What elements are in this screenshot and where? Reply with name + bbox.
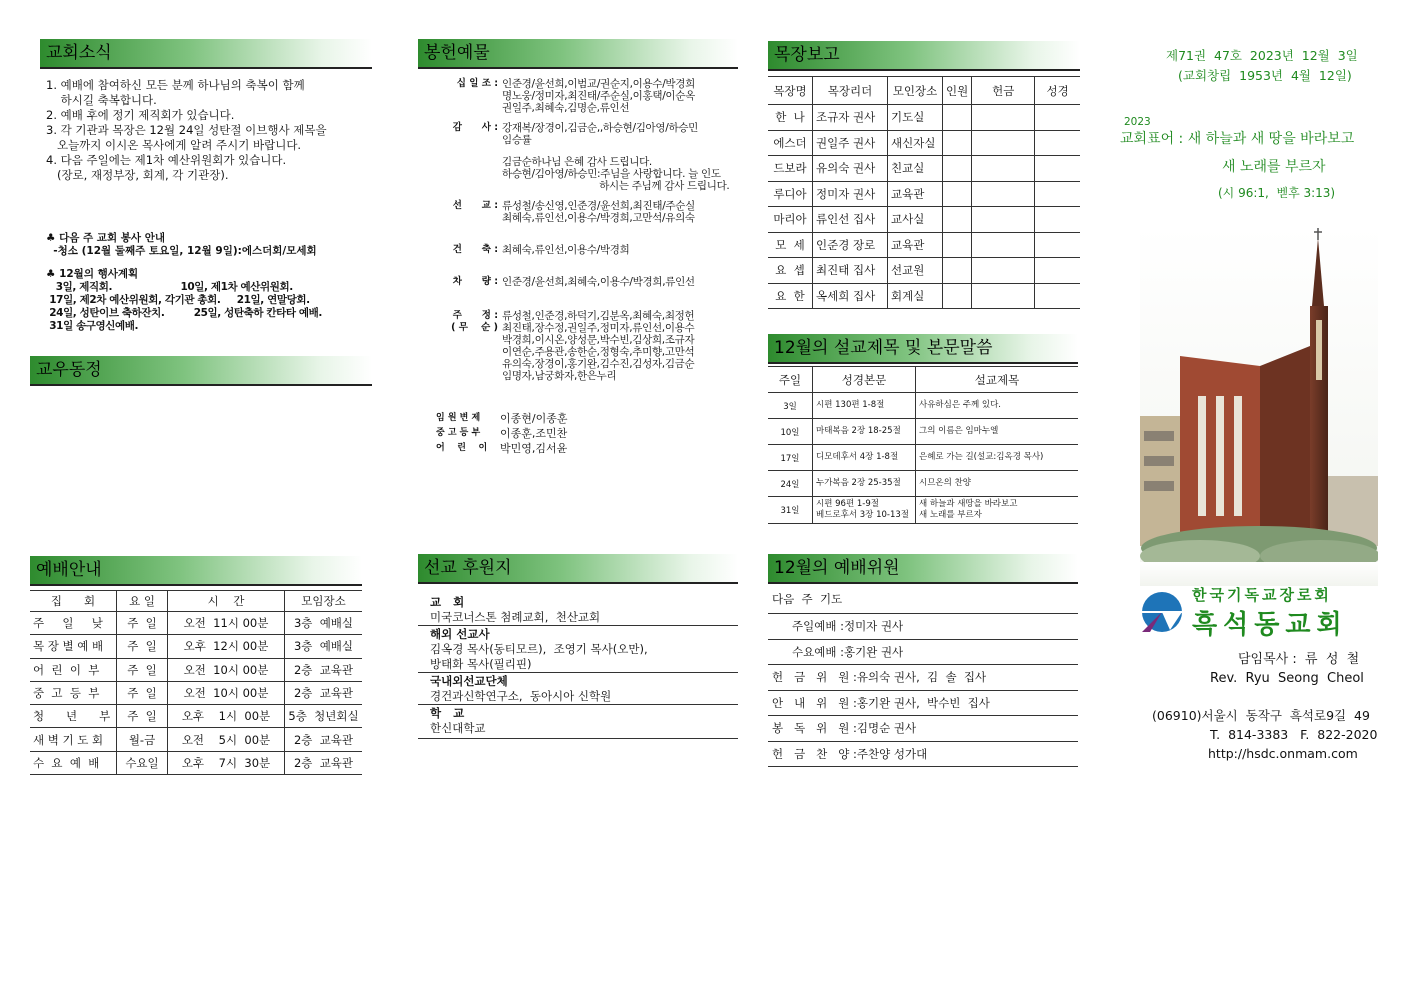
sermon-title: 사유하심은 주께 있다. bbox=[919, 400, 1002, 410]
worship-table-head bbox=[30, 591, 362, 612]
worship-table bbox=[30, 590, 362, 775]
cell-group-cell: 조규자 권사 bbox=[813, 105, 888, 131]
offering-label bbox=[430, 156, 502, 192]
members-header-rule bbox=[30, 384, 372, 386]
members-header bbox=[30, 356, 372, 384]
cells-table bbox=[768, 76, 1080, 309]
offering-line: 류성철/송신영,인준경/윤선희,최진태/주순실 bbox=[502, 200, 695, 212]
minister-name: 유의숙 권사, 김 솔 집사 bbox=[856, 670, 987, 685]
mission-item: 김옥경 목사(동티모르), 조영기 목사(오만), bbox=[430, 642, 648, 656]
sermon-title: 시므온의 찬양 bbox=[919, 478, 971, 488]
cell-report-blank bbox=[972, 130, 1035, 156]
plan-line: 31일 송구영신예배. bbox=[46, 320, 139, 332]
sermon-title: 은혜로 가는 길(설교:김옥경 목사) bbox=[919, 452, 1044, 462]
mission-item: 방태화 목사(필리핀) bbox=[430, 657, 532, 671]
offering-row bbox=[430, 156, 729, 192]
offering-names bbox=[502, 276, 695, 288]
sermon-text: 시편 130편 1-8절 bbox=[816, 400, 885, 410]
service-line: -청소 (12월 둘째주 토요일, 12월 9일):에스더회/모세회 bbox=[46, 245, 317, 257]
worship-cell: 오전 5시 00분 bbox=[168, 728, 285, 751]
motto-line-2: 새 노래를 부르자 bbox=[1222, 159, 1326, 175]
worship-cell: 주 일 bbox=[117, 681, 168, 704]
sermon-day: 31일 bbox=[768, 497, 813, 524]
sermon-day: 10일 bbox=[768, 419, 813, 445]
cell-report-blank bbox=[972, 258, 1035, 284]
youth-value: 이종훈,조민찬 bbox=[500, 427, 568, 440]
worship-row bbox=[30, 728, 362, 751]
cell-group-cell: 요 셉 bbox=[768, 258, 813, 284]
youth-value: 박민영,김서윤 bbox=[500, 442, 568, 455]
youth-offering-row bbox=[436, 440, 567, 455]
offering-names bbox=[502, 78, 695, 114]
minister-role: 주일예배 : bbox=[792, 619, 844, 634]
offering-line: 강재복/장경이,김금순,,하승현/김아영/하승민 bbox=[502, 122, 698, 134]
cells-header-rule bbox=[768, 69, 1080, 71]
cell-report-blank bbox=[943, 130, 972, 156]
worship-row bbox=[30, 705, 362, 728]
offering-label: 감 사 : bbox=[452, 122, 498, 133]
news-item: 2. 예배 후에 정기 제직회가 있습니다. bbox=[46, 108, 235, 122]
cell-group-cell: 에스더 bbox=[768, 130, 813, 156]
offering-names bbox=[502, 122, 698, 146]
minister-row bbox=[768, 613, 1078, 639]
offering-line: 최혜숙,류인선,이용수/박경희,고만석/유의숙 bbox=[502, 212, 695, 224]
worship-cell: 주 일 bbox=[117, 612, 168, 635]
minister-row bbox=[768, 690, 1078, 716]
news-item: 1. 예배에 참여하신 모든 분께 하나님의 축복이 함께 bbox=[46, 78, 305, 92]
pastor-name-en: Rev. Ryu Seong Cheol bbox=[1210, 671, 1364, 686]
worship-row bbox=[30, 635, 362, 658]
worship-cell: 오후 7시 30분 bbox=[168, 751, 285, 774]
news-title: 교회소식 bbox=[46, 43, 112, 63]
cell-report-blank bbox=[1035, 258, 1080, 284]
minister-row bbox=[768, 741, 1078, 768]
offering-line: 박경희,이시온,양성문,박수빈,김상희,조규자 bbox=[502, 334, 695, 346]
plan-line: 17일, 제2차 예산위원회, 각기관 총회. 21일, 연말당회. bbox=[46, 294, 310, 306]
church-logo-icon bbox=[1140, 590, 1184, 634]
cell-report-blank bbox=[972, 232, 1035, 258]
cell-group-cell: 선교원 bbox=[888, 258, 943, 284]
youth-label: 중 고 등 부 bbox=[436, 428, 481, 438]
worship-cell: 2층 교육관 bbox=[285, 658, 363, 681]
minister-row bbox=[768, 715, 1078, 741]
cell-report-blank bbox=[943, 105, 972, 131]
youth-offering-list bbox=[436, 410, 567, 455]
offering-line: 임승률 bbox=[502, 134, 532, 146]
worship-cell: 2층 교육관 bbox=[285, 681, 363, 704]
youth-offering-row bbox=[436, 410, 567, 425]
offering-row bbox=[430, 310, 694, 382]
cell-group-cell: 최진태 집사 bbox=[813, 258, 888, 284]
news-item: 4. 다음 주일에는 제1차 예산위원회가 있습니다. bbox=[46, 153, 287, 167]
cell-group-row bbox=[768, 283, 1080, 309]
worship-cell: 주 일 bbox=[117, 635, 168, 658]
cell-report-blank bbox=[943, 283, 972, 309]
offering-line: 최혜숙,류인선,이용수/박경희 bbox=[502, 244, 630, 256]
worship-cell: 주 일 bbox=[117, 658, 168, 681]
cell-group-row bbox=[768, 156, 1080, 182]
cell-group-row bbox=[768, 207, 1080, 233]
sermon-row bbox=[768, 419, 1078, 445]
offering-line: 하승현/김아영/하승민:주님을 사랑합니다. 늘 인도 bbox=[502, 168, 721, 180]
cell-group-cell: 정미자 권사 bbox=[813, 181, 888, 207]
sermon-title-cell bbox=[916, 419, 1079, 445]
church-phone: T. 814-3383 F. 822-2020 bbox=[1210, 727, 1378, 742]
worship-cell: 3층 예배실 bbox=[285, 635, 363, 658]
cell-group-cell: 마리아 bbox=[768, 207, 813, 233]
cell-group-cell: 루디아 bbox=[768, 181, 813, 207]
cell-group-cell: 새신자실 bbox=[888, 130, 943, 156]
sermon-title-cell bbox=[916, 445, 1079, 471]
worship-cell: 3층 예배실 bbox=[285, 612, 363, 635]
sermon-text: 누가복음 2장 25-35절 bbox=[816, 478, 901, 488]
offering-names bbox=[502, 310, 694, 382]
motto-line-1: 교회표어 : 새 하늘과 새 땅을 바라보고 bbox=[1120, 131, 1355, 147]
church-address: (06910)서울시 동작구 흑석로9길 49 bbox=[1152, 708, 1370, 723]
next-week-prayer: 다음 주 기도 bbox=[772, 592, 843, 606]
worship-header-rule bbox=[30, 584, 362, 586]
cells-header bbox=[768, 41, 1080, 69]
news-header-rule bbox=[40, 67, 372, 69]
worship-cell: 수 요 예 배 bbox=[30, 751, 117, 774]
cell-group-cell: 교사실 bbox=[888, 207, 943, 233]
cells-title: 목장보고 bbox=[774, 45, 840, 65]
cell-report-blank bbox=[1035, 283, 1080, 309]
minister-role: 안 내 위 원 : bbox=[772, 695, 857, 710]
sermons-title: 12월의 설교제목 및 본문말씀 bbox=[774, 338, 993, 358]
ministers-header bbox=[768, 554, 1078, 582]
offering-line: 권일주,최혜숙,김명순,류인선 bbox=[502, 102, 630, 114]
youth-offering-row bbox=[436, 425, 567, 440]
church-name: 흑석동교회 bbox=[1192, 610, 1348, 640]
sermon-day: 17일 bbox=[768, 445, 813, 471]
cell-report-blank bbox=[972, 207, 1035, 233]
sermons-col-header: 주일 bbox=[768, 367, 813, 393]
plan-line: 3일, 제직회. 10일, 제1차 예산위원회. bbox=[46, 281, 293, 293]
offering-title: 봉헌예물 bbox=[424, 43, 490, 63]
minister-name: 홍기완 권사, 박수빈 집사 bbox=[856, 695, 990, 710]
worship-header bbox=[30, 556, 362, 584]
motto-verse: (시 96:1, 벧후 3:13) bbox=[1218, 186, 1336, 200]
minister-role: 봉 독 위 원 : bbox=[772, 721, 857, 736]
cell-report-blank bbox=[943, 181, 972, 207]
founded-line: (교회창립 1953년 4월 12일) bbox=[1178, 68, 1352, 83]
youth-label: 어 린 이 bbox=[436, 443, 488, 453]
minister-name: 주찬양 성가대 bbox=[856, 746, 928, 761]
mission-item: 한신대학교 bbox=[430, 721, 486, 735]
cell-report-blank bbox=[1035, 156, 1080, 182]
mission-item: 경건과신학연구소, 동아시아 신학원 bbox=[430, 689, 612, 703]
cells-col-header: 목장리더 bbox=[813, 77, 888, 105]
sermons-header-rule bbox=[768, 362, 1078, 364]
offering-line: 최진태,장수정,권일주,정미자,류인선,이용수 bbox=[502, 322, 695, 334]
sermon-day: 24일 bbox=[768, 471, 813, 497]
sermon-title: 새 노래를 부르자 bbox=[919, 510, 982, 520]
sermon-title: 그의 이름은 임마누엘 bbox=[919, 426, 999, 436]
offering-line: 이연순,주용관,송한순,정형숙,추미향,고만석 bbox=[502, 346, 695, 358]
cell-report-blank bbox=[972, 105, 1035, 131]
sermon-day: 3일 bbox=[768, 393, 813, 419]
worship-cell: 청 년 부 bbox=[30, 705, 117, 728]
sermons-table bbox=[768, 366, 1078, 524]
worship-title: 예배안내 bbox=[36, 560, 102, 580]
offering-names bbox=[502, 156, 729, 192]
offering-label: 십 일 조 : bbox=[456, 78, 498, 89]
worship-row bbox=[30, 751, 362, 774]
sermon-title-cell bbox=[916, 497, 1079, 524]
mission-title: 선교 후원지 bbox=[424, 558, 512, 578]
ministers-title: 12월의 예배위원 bbox=[774, 558, 900, 578]
offering-line: 명노웅/정미자,최진태/주순실,이홍택/이순옥 bbox=[502, 90, 695, 102]
cell-group-row bbox=[768, 130, 1080, 156]
offering-names bbox=[502, 200, 695, 224]
worship-col-header: 시 간 bbox=[168, 591, 285, 612]
offering-row bbox=[430, 78, 695, 114]
offering-row bbox=[430, 200, 695, 224]
offering-label: 차 량 : bbox=[452, 276, 498, 287]
offering-row bbox=[430, 276, 695, 288]
worship-row bbox=[30, 612, 362, 635]
worship-cell: 5층 청년회실 bbox=[285, 705, 363, 728]
worship-cell: 월-금 bbox=[117, 728, 168, 751]
sermon-text-cell bbox=[813, 393, 916, 419]
sermon-text-cell bbox=[813, 471, 916, 497]
sermon-title: 새 하늘과 새땅을 바라보고 bbox=[919, 499, 1018, 509]
news-item: (장로, 재정부장, 회계, 각 기관장). bbox=[46, 168, 229, 182]
news-list bbox=[46, 78, 327, 183]
cell-report-blank bbox=[1035, 130, 1080, 156]
cell-group-cell: 기도실 bbox=[888, 105, 943, 131]
cell-report-blank bbox=[943, 258, 972, 284]
denomination-label: 한국기독교장로회 bbox=[1192, 586, 1332, 604]
news-item: 3. 각 기관과 목장은 12월 24일 성탄절 이브행사 제목을 bbox=[46, 123, 327, 137]
cell-group-cell: 교육관 bbox=[888, 181, 943, 207]
worship-cell: 오전 11시 00분 bbox=[168, 612, 285, 635]
mission-group-head: 학 교 bbox=[418, 704, 738, 721]
cell-group-cell: 인준경 장로 bbox=[813, 232, 888, 258]
sermon-row bbox=[768, 497, 1078, 524]
service-notice bbox=[46, 232, 317, 258]
members-title: 교우동정 bbox=[36, 360, 102, 380]
mission-header bbox=[418, 554, 738, 582]
minister-name: 정미자 권사 bbox=[843, 619, 904, 634]
cell-report-blank bbox=[1035, 207, 1080, 233]
worship-cell: 2층 교육관 bbox=[285, 751, 363, 774]
offering-header-rule bbox=[418, 67, 738, 69]
worship-cell: 어 린 이 부 bbox=[30, 658, 117, 681]
news-item: 하시길 축복합니다. bbox=[46, 93, 157, 107]
minister-role: 헌 금 찬 양 : bbox=[772, 746, 857, 761]
service-title: ♣ 다음 주 교회 봉사 안내 bbox=[46, 232, 165, 244]
worship-cell: 주 일 bbox=[117, 705, 168, 728]
sermon-text: 베드로후서 3장 10-13절 bbox=[816, 510, 909, 520]
cell-group-row bbox=[768, 181, 1080, 207]
ministers-list bbox=[768, 613, 1078, 767]
offering-line: 하시는 주님께 감사 드립니다. bbox=[502, 180, 730, 192]
offering-line: 임명자,남궁화자,한은누리 bbox=[502, 370, 617, 382]
cell-report-blank bbox=[1035, 105, 1080, 131]
ministers-header-rule bbox=[768, 582, 1078, 584]
news-item: 오늘까지 이시온 목사에게 알려 주시기 바랍니다. bbox=[46, 138, 302, 152]
offering-line: 인준경/윤선희,최혜숙,이용수/박경희,류인선 bbox=[502, 276, 695, 288]
worship-row bbox=[30, 681, 362, 704]
cell-group-cell: 친교실 bbox=[888, 156, 943, 182]
cell-report-blank bbox=[943, 156, 972, 182]
sermon-text-cell bbox=[813, 497, 916, 524]
cell-group-cell: 드보라 bbox=[768, 156, 813, 182]
offering-label: 건 축 : bbox=[452, 244, 498, 255]
minister-name: 홍기완 권사 bbox=[843, 644, 904, 659]
sermon-row bbox=[768, 445, 1078, 471]
sermon-title-cell bbox=[916, 471, 1079, 497]
cell-group-cell: 류인선 집사 bbox=[813, 207, 888, 233]
cells-col-header: 모인장소 bbox=[888, 77, 943, 105]
church-website-link[interactable]: http://hsdc.onmam.com bbox=[1208, 746, 1358, 761]
cells-col-header: 인원 bbox=[943, 77, 972, 105]
sermon-row bbox=[768, 471, 1078, 497]
news-header bbox=[40, 39, 372, 67]
cell-group-cell: 회계실 bbox=[888, 283, 943, 309]
cell-report-blank bbox=[1035, 181, 1080, 207]
mission-header-rule bbox=[418, 582, 738, 584]
worship-cell: 주 일 낮 bbox=[30, 612, 117, 635]
cell-group-cell: 유의숙 권사 bbox=[813, 156, 888, 182]
cell-group-cell: 권일주 권사 bbox=[813, 130, 888, 156]
minister-role: 수요예배 : bbox=[792, 644, 844, 659]
cells-col-header: 헌금 bbox=[972, 77, 1035, 105]
worship-col-header: 모임장소 bbox=[285, 591, 363, 612]
plan-title: ♣ 12월의 행사계획 bbox=[46, 268, 139, 280]
worship-cell: 오전 10시 00분 bbox=[168, 681, 285, 704]
mission-list bbox=[418, 594, 738, 739]
sermon-title-cell bbox=[916, 393, 1079, 419]
motto-year: 2023 bbox=[1124, 116, 1151, 128]
worship-cell: 오후 12시 00분 bbox=[168, 635, 285, 658]
worship-cell: 오전 10시 00분 bbox=[168, 658, 285, 681]
offering-names bbox=[502, 244, 629, 256]
worship-cell: 목 장 별 예 배 bbox=[30, 635, 117, 658]
offering-header bbox=[418, 39, 738, 67]
plan-line: 24일, 성탄이브 축하잔치. 25일, 성탄축하 칸타타 예배. bbox=[46, 307, 322, 319]
worship-cell: 중 고 등 부 bbox=[30, 681, 117, 704]
worship-cell: 새 벽 기 도 회 bbox=[30, 728, 117, 751]
sermons-col-header: 설교제목 bbox=[916, 367, 1079, 393]
worship-cell: 2층 교육관 bbox=[285, 728, 363, 751]
cell-group-row bbox=[768, 232, 1080, 258]
mission-group-head: 해외 선교사 bbox=[418, 625, 738, 642]
minister-role: 헌 금 위 원 : bbox=[772, 670, 857, 685]
youth-label: 임 원 변 제 bbox=[436, 413, 481, 423]
cell-group-cell: 옥세희 집사 bbox=[813, 283, 888, 309]
offering-row bbox=[430, 122, 698, 146]
plan-block bbox=[46, 268, 322, 333]
worship-row bbox=[30, 658, 362, 681]
offering-label: 주 정 : ( 무 순 ) bbox=[451, 310, 498, 333]
sermon-text-cell bbox=[813, 445, 916, 471]
worship-col-header: 요 일 bbox=[117, 591, 168, 612]
minister-row bbox=[768, 664, 1078, 690]
sermon-text-cell bbox=[813, 419, 916, 445]
cell-group-cell: 요 한 bbox=[768, 283, 813, 309]
mission-item: 미국코너스톤 첨례교회, 천산교회 bbox=[430, 610, 601, 624]
worship-cell: 오후 1시 00분 bbox=[168, 705, 285, 728]
cell-report-blank bbox=[972, 156, 1035, 182]
sermons-table-head bbox=[768, 367, 1078, 393]
offering-line: 인준경/윤선희,이범교/권순지,이용수/박경희 bbox=[502, 78, 695, 90]
cell-report-blank bbox=[943, 232, 972, 258]
offering-row bbox=[430, 244, 629, 256]
cells-col-header: 성경 bbox=[1035, 77, 1080, 105]
mission-group-head: 교 회 bbox=[430, 595, 465, 609]
cell-group-cell: 한 나 bbox=[768, 105, 813, 131]
mission-group-head: 국내외선교단체 bbox=[418, 672, 738, 689]
worship-col-header: 집 회 bbox=[30, 591, 117, 612]
offering-line: 류성철,인준경,하덕기,김분옥,최혜숙,최정헌 bbox=[502, 310, 695, 322]
offering-label: 선 교 : bbox=[452, 200, 498, 211]
sermons-header bbox=[768, 334, 1078, 362]
minister-row bbox=[768, 639, 1078, 665]
youth-value: 이종현/이종훈 bbox=[500, 412, 568, 425]
cell-group-row bbox=[768, 105, 1080, 131]
worship-cell: 수요일 bbox=[117, 751, 168, 774]
cell-group-cell: 교육관 bbox=[888, 232, 943, 258]
sermon-row bbox=[768, 393, 1078, 419]
issue-line: 제71권 47호 2023년 12월 3일 bbox=[1166, 48, 1358, 63]
church-building-image bbox=[1140, 226, 1378, 586]
cell-report-blank bbox=[972, 181, 1035, 207]
cell-report-blank bbox=[1035, 232, 1080, 258]
sermon-text: 마태복음 2장 18-25절 bbox=[816, 426, 901, 436]
cell-report-blank bbox=[972, 283, 1035, 309]
offering-line: 김금순하나님 은혜 감사 드립니다. bbox=[502, 156, 652, 168]
cell-group-cell: 모 세 bbox=[768, 232, 813, 258]
sermon-text: 디모데후서 4장 1-8절 bbox=[816, 452, 899, 462]
pastor-name: 담임목사 : 류 성 철 bbox=[1238, 652, 1360, 667]
minister-name: 김명순 권사 bbox=[856, 721, 917, 736]
sermon-text: 시편 96편 1-9절 bbox=[816, 499, 879, 509]
offering-line: 유의숙,장경이,홍기완,김수진,김성자,김금순 bbox=[502, 358, 695, 370]
cells-col-header: 목장명 bbox=[768, 77, 813, 105]
cell-group-row bbox=[768, 258, 1080, 284]
mission-bottom-rule bbox=[418, 738, 738, 739]
sermons-col-header: 성경본문 bbox=[813, 367, 916, 393]
cells-table-head bbox=[768, 77, 1080, 105]
cell-report-blank bbox=[943, 207, 972, 233]
